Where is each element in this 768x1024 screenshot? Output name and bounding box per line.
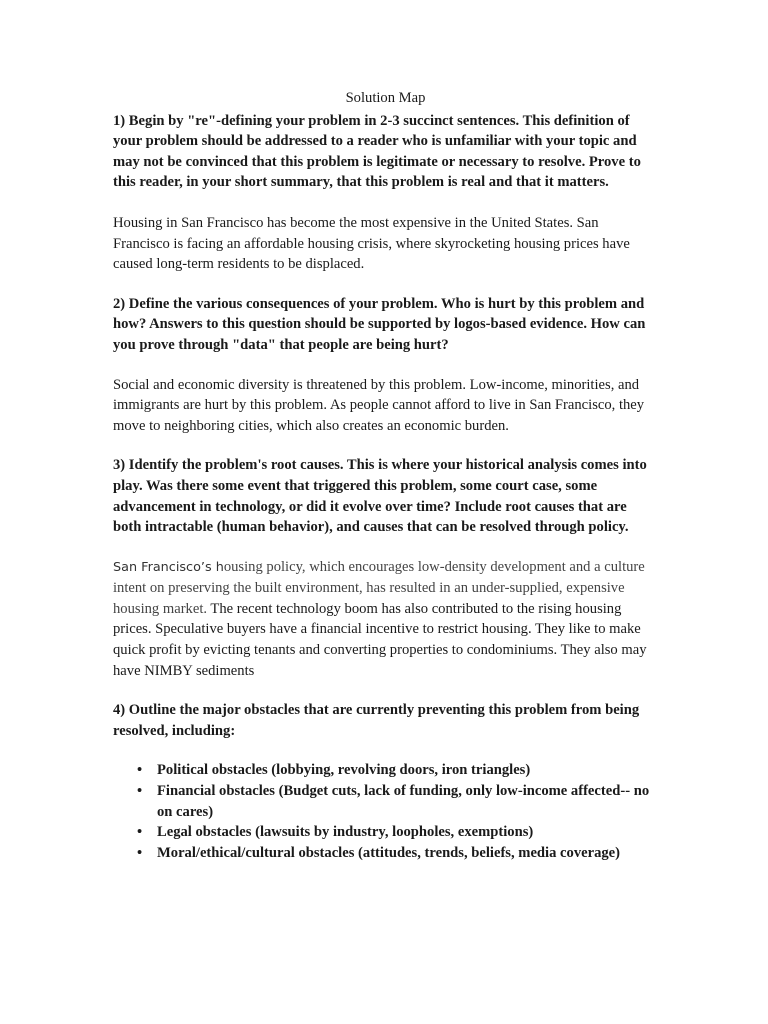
list-item <box>137 822 658 843</box>
answer-3-text: The recent technology boom has also contributed to the rising housing prices. Speculative buyers have a financial incentive to restrict housing. They like to make quick profit by evicting tenants and converting properties to condominiums. They also may have NIMBY sediments <box>113 600 647 679</box>
spacer <box>113 275 658 294</box>
answer-3 <box>113 557 658 682</box>
document-page <box>113 88 658 863</box>
spacer <box>113 436 658 455</box>
answer-1: Housing in San Francisco has become the most expensive in the United States. San Francisco is facing an affordable housing crisis, where skyrocketing housing prices have caused long-term residents to be displaced. <box>113 214 630 273</box>
spacer <box>113 681 658 700</box>
list-item <box>137 781 658 822</box>
answer-2: Social and economic diversity is threatened by this problem. Low-income, minorities, and immigrants are hurt by this problem. As people cannot afford to live in San Francisco, they move to neighboring cities, which also creates an economic burden. <box>113 376 645 434</box>
question-1: 1) Begin by "re"-defining your problem in 2-3 succinct sentences. This definition of your problem should be addressed to a reader who is unfamiliar with your topic and may not be convinced that this problem is legitimate or necessary to resolve. Prove to this reader, in your short summary, that this problem is real and that it matters. <box>113 112 641 191</box>
question-3: 3) Identify the problem's root causes. This is where your historical analysis comes into play. Was there some event that triggered this problem, some court case, some advancement in technology, or did it evolve over time? Include root causes that are both intractable (human behavior), and causes that can be resolved through policy. <box>113 457 647 536</box>
list-item-text: Financial obstacles (Budget cuts, lack of funding, only low-income affected-- no on cares) <box>157 783 650 820</box>
list-item-text: Legal obstacles (lawsuits by industry, loopholes, exemptions) <box>157 824 534 841</box>
document-title: Solution Map <box>345 90 426 106</box>
list-item-text: Moral/ethical/cultural obstacles (attitudes, trends, beliefs, media coverage) <box>157 844 620 861</box>
bullet-icon: • <box>137 824 143 841</box>
list-item <box>137 760 658 781</box>
list-item <box>137 843 658 864</box>
spacer <box>113 538 658 557</box>
spacer <box>113 193 658 213</box>
bullet-icon: • <box>137 783 143 800</box>
list-item-text: Political obstacles (lobbying, revolving doors, iron triangles) <box>157 762 531 779</box>
answer-3-quoted-text: ousing policy, which encourages low-density development and a culture intent on preserving the built environment, has resulted in an under-supplied, expensive housing market. <box>113 558 645 617</box>
bullet-icon: • <box>137 844 143 861</box>
question-4: 4) Outline the major obstacles that are currently preventing this problem from being resolved, including: <box>113 702 640 739</box>
spacer <box>113 356 658 375</box>
bullet-icon: • <box>137 762 143 779</box>
question-2: 2) Define the various consequences of your problem. Who is hurt by this problem and how? Answers to this question should be supported by logos-based evidence. How can you prove through "data" that people are being hurt? <box>113 295 646 353</box>
answer-3-quoted-start: San Francisco’s h <box>113 559 224 575</box>
spacer <box>113 741 658 760</box>
obstacles-list <box>113 760 658 863</box>
